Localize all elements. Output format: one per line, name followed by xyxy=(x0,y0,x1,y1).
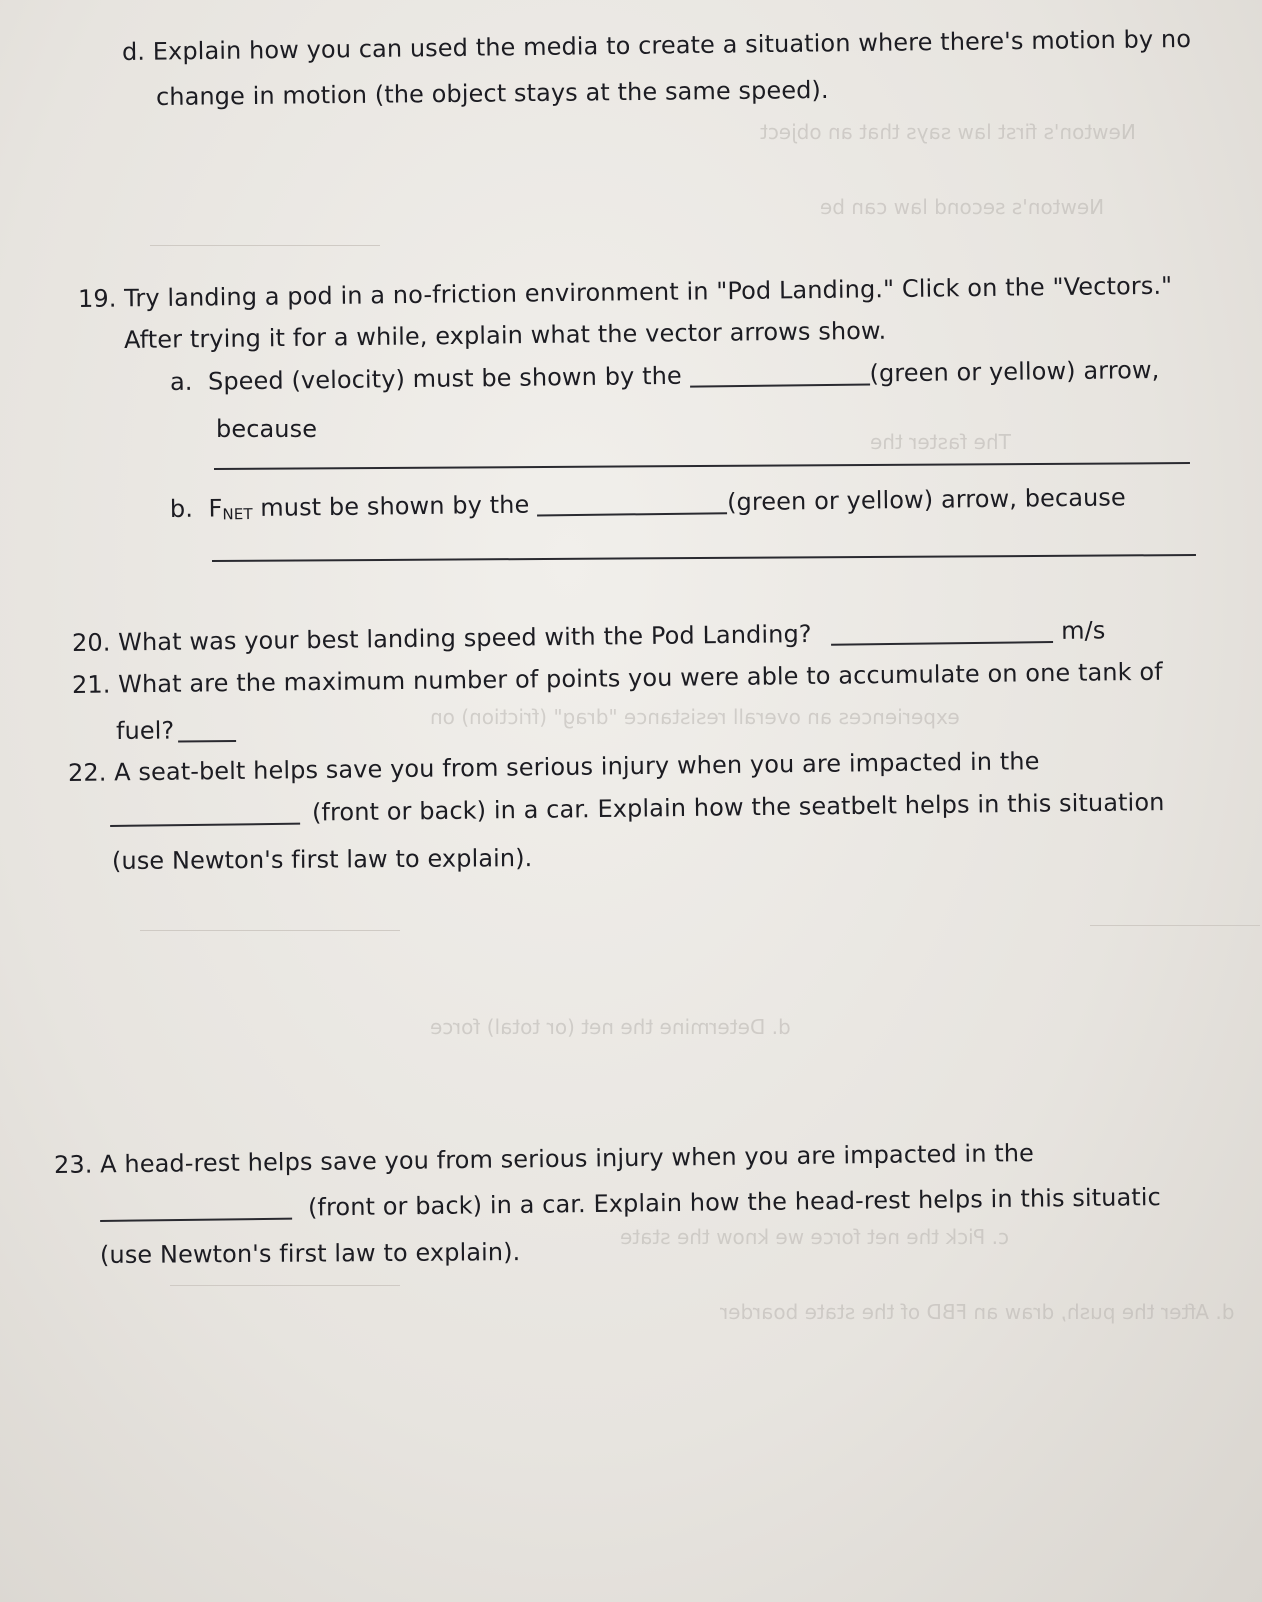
bleed-through-text: experiences an overall resistance "drag" (friction) on xyxy=(430,705,960,729)
q23-line3: (use Newton's first law to explain). xyxy=(99,1238,521,1269)
q23-text: A head-rest helps save you from serious injury when you are impacted in the xyxy=(100,1139,1035,1179)
q19-line1 xyxy=(78,271,1173,314)
q22-line3: (use Newton's first law to explain). xyxy=(111,844,533,875)
q20-text: What was your best landing speed with the Pod Landing? xyxy=(118,619,812,657)
bleed-through-text: d. Determine the net (or total) force xyxy=(430,1015,791,1039)
faint-line xyxy=(140,930,400,931)
q23-number: 23. xyxy=(53,1150,93,1179)
q22-number: 22. xyxy=(67,758,107,787)
q22-answer-blank[interactable] xyxy=(110,823,300,827)
q19b-choice: (green or yellow) arrow, because xyxy=(726,483,1126,517)
q19b-fnet xyxy=(208,494,252,523)
q19a-line xyxy=(170,355,1160,397)
q18d-line2: change in motion (the object stays at the same speed). xyxy=(155,75,829,111)
q22-text: A seat-belt helps save you from serious injury when you are impacted in the xyxy=(114,747,1040,787)
q18d-line1 xyxy=(122,24,1191,67)
faint-line xyxy=(170,1285,400,1286)
q22-line1 xyxy=(68,746,1040,788)
q19a-answer-blank[interactable] xyxy=(690,383,870,387)
q22-line2 xyxy=(110,787,1165,830)
q21-number: 21. xyxy=(71,670,111,699)
q19b-because-answer-line[interactable] xyxy=(212,554,1196,562)
q19-text: Try landing a pod in a no-friction environment in "Pod Landing." Click on the "Vectors." xyxy=(124,271,1173,313)
q19b-net-subscript: NET xyxy=(222,504,253,524)
faint-line xyxy=(1090,925,1260,926)
q19a-text: Speed (velocity) must be shown by the xyxy=(207,361,682,396)
q19-number: 19. xyxy=(77,284,117,313)
q19-line2: After trying it for a while, explain what the vector arrows show. xyxy=(123,316,887,354)
q19a-choice: (green or yellow) arrow, xyxy=(869,355,1160,388)
q19b-line xyxy=(170,482,1126,530)
bleed-through-text: The faster the xyxy=(870,430,1011,454)
q19a-because: because xyxy=(216,415,318,443)
bleed-through-text: Newton's second law can be xyxy=(820,195,1105,219)
q19a-because-answer-line[interactable] xyxy=(214,462,1190,470)
q22-text2: (front or back) in a car. Explain how the seatbelt helps in this situation xyxy=(311,788,1165,827)
faint-line xyxy=(150,245,380,246)
q20-line xyxy=(72,615,1106,658)
q20-unit: m/s xyxy=(1060,616,1106,645)
q19a-label: a. xyxy=(169,367,193,396)
bleed-through-text: d. After the push, draw an FBD of the state boarder xyxy=(720,1300,1235,1324)
q20-number: 20. xyxy=(71,628,111,657)
q23-line1 xyxy=(54,1138,1034,1180)
q18d-label: d. xyxy=(121,37,146,66)
q23-line2 xyxy=(100,1182,1161,1225)
q21-text: What are the maximum number of points you were able to accumulate on one tank of xyxy=(118,657,1163,699)
q19b-label: b. xyxy=(169,494,194,523)
q23-answer-blank[interactable] xyxy=(100,1218,292,1222)
q19b-answer-blank[interactable] xyxy=(537,512,727,516)
bleed-through-text: c. Pick the net force we know the state xyxy=(620,1225,1009,1249)
q21-line1 xyxy=(72,657,1163,700)
q23-text2: (front or back) in a car. Explain how the head-rest helps in this situatic xyxy=(307,1183,1162,1222)
q21-fuel: fuel? xyxy=(115,716,175,745)
q21-answer-blank[interactable] xyxy=(178,740,236,743)
bleed-through-text: Newton's first law says that an object xyxy=(760,120,1136,144)
q19b-f: F xyxy=(208,494,223,523)
q18d-text: Explain how you can used the media to create a situation where there's motion by no xyxy=(152,24,1192,66)
q20-answer-blank[interactable] xyxy=(832,641,1054,646)
q21-line2 xyxy=(116,715,237,746)
q19b-text: must be shown by the xyxy=(252,490,530,522)
